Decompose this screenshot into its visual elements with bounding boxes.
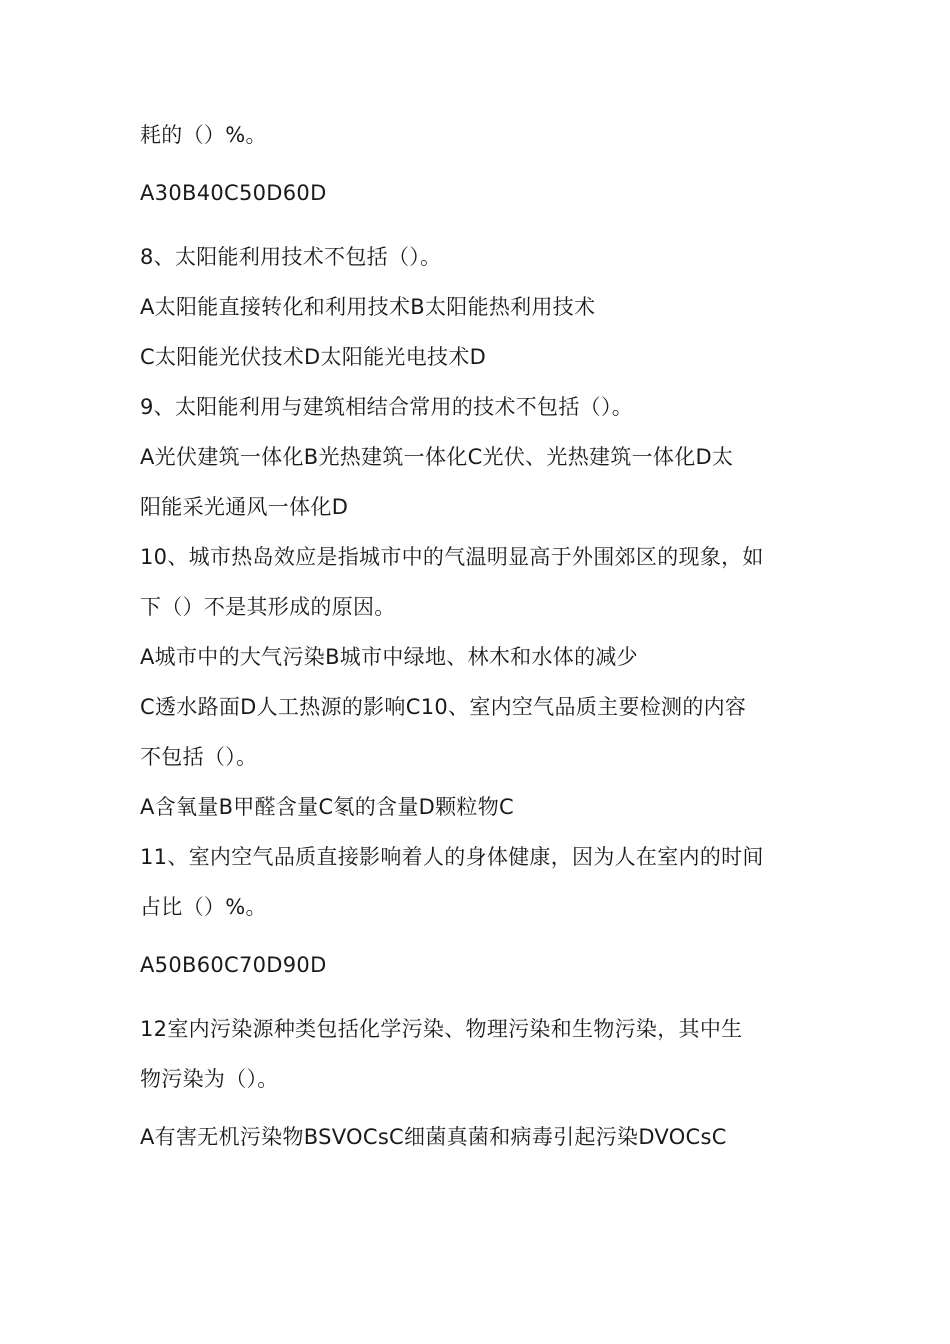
- question-8: 8、太阳能利用技术不包括（）。: [140, 245, 442, 269]
- text-line: A太阳能直接转化和利用技术B太阳能热利用技术: [140, 295, 596, 319]
- question-12: 12室内污染源种类包括化学污染、物理污染和生物污染，其中生: [140, 1017, 743, 1041]
- text-line: 耗的（）%。: [140, 123, 267, 147]
- text-line: C太阳能光伏技术D太阳能光电技术D: [140, 345, 487, 369]
- question-10: 10、城市热岛效应是指城市中的气温明显高于外围郊区的现象，如: [140, 545, 764, 569]
- question-9: 9、太阳能利用与建筑相结合常用的技术不包括（）。: [140, 395, 634, 419]
- text-line: C透水路面D人工热源的影响C10、室内空气品质主要检测的内容: [140, 695, 747, 719]
- text-line: A50B60C70D90D: [140, 953, 327, 977]
- text-line: 占比（）%。: [140, 895, 267, 919]
- text-line: A含氧量B甲醛含量C氡的含量D颗粒物C: [140, 795, 514, 819]
- text-line: 阳能采光通风一体化D: [140, 495, 349, 519]
- question-11: 11、室内空气品质直接影响着人的身体健康，因为人在室内的时间: [140, 845, 764, 869]
- text-line: A光伏建筑一体化B光热建筑一体化C光伏、光热建筑一体化D太: [140, 445, 734, 469]
- text-line: 不包括（）。: [140, 745, 258, 769]
- text-line: A30B40C50D60D: [140, 181, 327, 205]
- text-line: A城市中的大气污染B城市中绿地、林木和水体的减少: [140, 645, 638, 669]
- text-line: 物污染为（）。: [140, 1067, 279, 1091]
- text-line: 下（）不是其形成的原因。: [140, 595, 396, 619]
- text-line: A有害无机污染物BSVOCsC细菌真菌和病毒引起污染DVOCsC: [140, 1125, 727, 1149]
